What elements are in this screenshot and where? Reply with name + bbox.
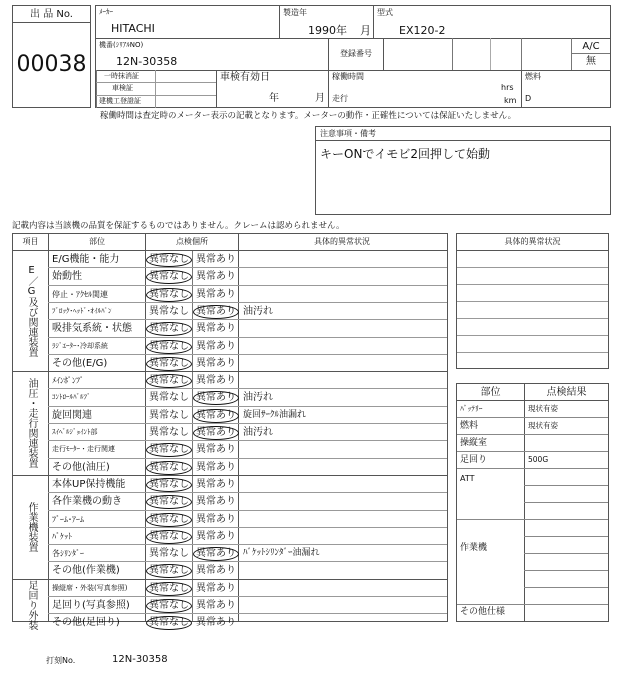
- table-row: [48, 544, 447, 561]
- option-abnormality-label: 異常あり: [196, 565, 236, 577]
- option-abnormality-label: 異常あり: [196, 600, 236, 611]
- option-abnormality[interactable]: [193, 459, 239, 476]
- result-row-divider: [524, 570, 608, 571]
- option-abnormality[interactable]: [193, 389, 239, 406]
- maker-value: HITACHI: [111, 22, 155, 35]
- category-text: 油圧・走行関連装置: [26, 378, 37, 469]
- option-abnormality-label: 異常あり: [196, 375, 236, 387]
- option-abnormality[interactable]: [193, 424, 239, 441]
- abnormality-detail: [239, 372, 445, 389]
- abnormality-detail: [239, 320, 445, 337]
- fuel-value: D: [525, 94, 532, 103]
- result-row-divider: [524, 485, 608, 486]
- option-abnormality-label: 異常あり: [196, 444, 236, 456]
- part-name: その他(油圧): [52, 461, 110, 473]
- part-name: E/G機能・能力: [52, 254, 120, 265]
- option-abnormality-label: 異常あり: [196, 496, 236, 508]
- year-label: 製造年: [283, 8, 307, 17]
- work-label: 作業機: [460, 543, 488, 553]
- option-no-abnormality[interactable]: [146, 355, 192, 372]
- table-row: [48, 371, 447, 388]
- result-row-divider: [524, 502, 608, 503]
- option-abnormality[interactable]: [193, 493, 239, 510]
- inspection-label: 車検有効日: [220, 72, 270, 83]
- abnormality-detail: [239, 562, 445, 579]
- abnormality-detail: [239, 614, 445, 631]
- detail-notes-row: [457, 284, 608, 285]
- result-row-divider: [457, 468, 608, 469]
- part-name: 足回り(写真参照): [52, 600, 130, 611]
- table-row: [48, 561, 447, 578]
- result-part: 足回り: [460, 455, 488, 465]
- part-name: 吸排気系統・状態: [52, 323, 132, 335]
- year-value: 1990: [308, 24, 336, 37]
- option-abnormality[interactable]: [193, 580, 239, 597]
- category-label: [13, 579, 49, 631]
- option-abnormality[interactable]: [193, 597, 239, 614]
- option-abnormality-label: 異常あり: [196, 461, 236, 473]
- cert-row-3: 建機工登證証: [99, 97, 141, 105]
- option-no-abnormality-label: 異常なし: [146, 582, 192, 596]
- option-abnormality-label: 異常あり: [196, 478, 236, 490]
- abnormality-detail: [239, 528, 445, 545]
- result-part: 操縦室: [460, 438, 488, 448]
- option-abnormality-label: 異常あり: [196, 357, 236, 369]
- serial-label: 機番(ｼﾘｱﾙNO): [99, 41, 144, 49]
- header-part: 部位: [89, 237, 105, 246]
- inspection-result-table: [456, 383, 609, 622]
- detail-notes-row: [457, 318, 608, 319]
- detail-notes-row: [457, 335, 608, 336]
- option-no-abnormality[interactable]: [146, 389, 192, 406]
- table-row: [48, 510, 447, 527]
- option-no-abnormality-label: 異常なし: [146, 288, 192, 302]
- option-no-abnormality-label: 異常なし: [146, 374, 192, 388]
- disclaimer: 記載内容は当該機の品質を保証するものではありません。クレームは認められません。: [12, 221, 345, 231]
- part-name: その他(作業機): [52, 565, 120, 577]
- option-no-abnormality[interactable]: [146, 441, 192, 458]
- option-abnormality-label: 異常あり: [196, 617, 236, 629]
- option-no-abnormality[interactable]: [146, 562, 192, 579]
- header-detail: 具体的異常状況: [314, 237, 370, 246]
- option-no-abnormality[interactable]: [146, 424, 192, 441]
- abnormality-detail: 旋回ｻｰｸﾙ油漏れ: [243, 409, 307, 420]
- abnormality-detail: [239, 597, 445, 614]
- option-abnormality[interactable]: [193, 562, 239, 579]
- inspection-year-unit: 年: [269, 93, 279, 104]
- result-header-part: 部位: [480, 387, 501, 398]
- cert-row-2: 車検証: [112, 84, 133, 92]
- option-abnormality[interactable]: [193, 476, 239, 493]
- abnormality-detail: 油汚れ: [243, 392, 273, 404]
- option-no-abnormality-label: 異常なし: [149, 427, 189, 438]
- option-no-abnormality[interactable]: [146, 493, 192, 510]
- part-name: ﾌﾞﾛｯｸ･ﾍｯﾄﾞ･ｵｲﾙﾊﾟﾝ: [52, 306, 112, 315]
- model-label: 型式: [377, 8, 393, 17]
- option-abnormality-label: 異常あり: [193, 391, 239, 405]
- mileage-unit: km: [504, 96, 517, 105]
- part-name: 操縦席・外装(写真参照): [52, 583, 128, 592]
- abnormality-detail: [239, 493, 445, 510]
- abnormality-detail: [239, 580, 445, 597]
- category-label: [13, 371, 49, 475]
- ac-label: A/C: [582, 41, 600, 52]
- table-row: [48, 579, 447, 596]
- option-abnormality-label: 異常あり: [196, 271, 236, 283]
- part-name: 各ｼﾘﾝﾀﾞｰ: [52, 549, 84, 559]
- year-unit: 年: [336, 24, 347, 37]
- option-abnormality-label: 異常あり: [196, 513, 236, 525]
- option-no-abnormality-label: 異常なし: [146, 564, 192, 578]
- option-abnormality[interactable]: [193, 407, 239, 424]
- result-row-divider: [457, 451, 608, 452]
- abnormality-detail: [239, 355, 445, 372]
- option-no-abnormality[interactable]: [146, 338, 192, 355]
- other-spec-label: その他仕様: [460, 607, 506, 617]
- abnormality-detail: [239, 338, 445, 355]
- abnormality-detail: [239, 476, 445, 493]
- table-row: [48, 475, 447, 492]
- option-abnormality[interactable]: [193, 545, 239, 562]
- registration-label: 登録番号: [340, 49, 372, 58]
- option-no-abnormality[interactable]: [146, 303, 192, 320]
- abnormality-detail: [239, 511, 445, 528]
- category-text: 作業機装置: [26, 502, 37, 553]
- inspection-table: [12, 233, 448, 631]
- option-abnormality-label: 異常あり: [196, 340, 236, 352]
- category-text: 足回り外装: [26, 580, 37, 631]
- lot-label: 出 品 No.: [30, 9, 73, 20]
- detail-notes-header: 具体的異常状況: [504, 237, 561, 246]
- option-abnormality[interactable]: [193, 441, 239, 458]
- table-row: [48, 613, 447, 630]
- option-abnormality-label: 異常あり: [196, 530, 236, 542]
- option-no-abnormality[interactable]: [146, 528, 192, 545]
- maker-label: ﾒｰｶｰ: [99, 8, 113, 16]
- ac-value: 無: [586, 56, 596, 67]
- option-abnormality[interactable]: [193, 303, 239, 320]
- table-row: [48, 596, 447, 613]
- abnormality-detail: [239, 251, 445, 268]
- part-name: その他(足回り): [52, 617, 120, 629]
- att-label: ATT: [460, 474, 475, 483]
- table-row: [48, 406, 447, 423]
- option-no-abnormality[interactable]: [146, 268, 192, 285]
- option-no-abnormality-label: 異常なし: [146, 357, 192, 371]
- option-abnormality-label: 異常あり: [193, 547, 239, 561]
- option-no-abnormality[interactable]: [146, 372, 192, 389]
- result-value: 現状有姿: [528, 421, 558, 430]
- option-no-abnormality-label: 異常なし: [146, 461, 192, 475]
- option-abnormality[interactable]: [193, 528, 239, 545]
- header-check: 点検個所: [176, 237, 208, 246]
- header-category: 項目: [22, 237, 39, 246]
- option-abnormality[interactable]: [193, 286, 239, 303]
- option-no-abnormality-label: 異常なし: [146, 322, 192, 336]
- category-label: [13, 250, 49, 371]
- table-row: [48, 285, 447, 302]
- option-abnormality-label: 異常あり: [196, 582, 236, 594]
- result-row-divider: [457, 604, 608, 605]
- category-text: E／G及び関連装置: [26, 265, 37, 358]
- option-no-abnormality-label: 異常なし: [146, 530, 192, 544]
- mileage-label: 走行: [332, 94, 348, 103]
- remarks-box: [315, 126, 611, 215]
- lot-number: 00038: [16, 52, 87, 77]
- result-part: 燃料: [460, 421, 479, 431]
- result-value: 現状有姿: [528, 404, 558, 413]
- inspection-month-unit: 月: [315, 93, 325, 104]
- hours-label: 稼働時間: [332, 72, 364, 81]
- option-no-abnormality[interactable]: [146, 511, 192, 528]
- option-no-abnormality[interactable]: [146, 407, 192, 424]
- option-abnormality-label: 異常あり: [193, 305, 239, 319]
- abnormality-detail: 油汚れ: [243, 305, 273, 317]
- table-row: [48, 302, 447, 319]
- option-abnormality-label: 異常あり: [196, 323, 236, 335]
- hours-unit: hrs: [501, 83, 514, 92]
- option-no-abnormality[interactable]: [146, 320, 192, 337]
- option-no-abnormality-label: 異常なし: [149, 392, 189, 404]
- lot-number-box: [12, 5, 91, 108]
- serial-value: 12N-30358: [116, 55, 178, 68]
- part-name: 各作業機の動き: [52, 496, 122, 508]
- option-abnormality[interactable]: [193, 320, 239, 337]
- option-no-abnormality-label: 異常なし: [146, 253, 192, 267]
- hours-notice: 稼働時間は査定時のメーター表示の記載となります。メーターの動作・正確性については保証いたしません。: [100, 111, 517, 121]
- option-no-abnormality-label: 異常なし: [149, 409, 189, 421]
- result-value: 500G: [528, 455, 549, 464]
- result-row-divider: [457, 417, 608, 418]
- part-name: 走行ﾓｰﾀｰ・走行関連: [52, 445, 115, 454]
- table-row: [48, 458, 447, 475]
- option-abnormality[interactable]: [193, 372, 239, 389]
- result-header-result: 点検結果: [546, 387, 587, 398]
- part-name: ｽｲﾍﾞﾙｼﾞｮｲﾝﾄ部: [52, 428, 98, 436]
- table-row: [48, 440, 447, 457]
- option-no-abnormality-label: 異常なし: [146, 270, 192, 284]
- abnormality-detail: [239, 268, 445, 285]
- option-abnormality-label: 異常あり: [196, 254, 236, 265]
- abnormality-detail: ﾊﾞｹｯﾄｼﾘﾝﾀﾞｰ油漏れ: [243, 548, 320, 559]
- option-no-abnormality-label: 異常なし: [146, 340, 192, 354]
- option-no-abnormality[interactable]: [146, 597, 192, 614]
- result-row-divider: [524, 536, 608, 537]
- stamp-value: 12N-30358: [112, 654, 168, 665]
- remarks-label: 注意事項・備考: [320, 129, 376, 138]
- option-no-abnormality-label: 異常なし: [146, 513, 192, 527]
- part-name: ﾊﾞｹｯﾄ: [52, 531, 72, 541]
- detail-notes-row: [457, 301, 608, 302]
- table-row: [48, 423, 447, 440]
- table-row: [48, 337, 447, 354]
- option-no-abnormality[interactable]: [146, 614, 192, 631]
- option-no-abnormality[interactable]: [146, 459, 192, 476]
- table-row: [48, 250, 447, 267]
- abnormality-detail: [239, 286, 445, 303]
- table-row: [48, 527, 447, 544]
- option-no-abnormality-label: 異常なし: [149, 548, 189, 560]
- option-abnormality[interactable]: [193, 251, 239, 268]
- table-row: [48, 354, 447, 371]
- result-row-divider: [457, 400, 608, 401]
- option-no-abnormality[interactable]: [146, 545, 192, 562]
- part-name: 本体UP保持機能: [52, 478, 126, 490]
- part-name: ﾗｼﾞｴｰﾀｰ･冷却系統: [52, 341, 108, 350]
- option-no-abnormality-label: 異常なし: [146, 616, 192, 630]
- option-no-abnormality[interactable]: [146, 580, 192, 597]
- result-row-divider: [457, 434, 608, 435]
- machine-info-grid: [95, 5, 611, 108]
- abnormality-detail: [239, 459, 445, 476]
- table-row: [48, 267, 447, 284]
- result-row-divider: [524, 553, 608, 554]
- option-no-abnormality-label: 異常なし: [146, 495, 192, 509]
- month-unit: 月: [360, 24, 371, 37]
- option-no-abnormality-label: 異常なし: [146, 478, 192, 492]
- abnormality-detail: 油汚れ: [243, 427, 273, 438]
- option-abnormality[interactable]: [193, 511, 239, 528]
- stamp-label: 打刻No.: [46, 656, 76, 665]
- part-name: 停止・ｱｸｾﾙ関連: [52, 289, 108, 299]
- option-abnormality[interactable]: [193, 268, 239, 285]
- option-no-abnormality-label: 異常なし: [146, 599, 192, 613]
- option-abnormality-label: 異常あり: [196, 288, 236, 300]
- option-abnormality-label: 異常あり: [193, 409, 239, 423]
- option-no-abnormality-label: 異常なし: [146, 443, 192, 457]
- part-name: ﾌﾞｰﾑ･ｱｰﾑ: [52, 514, 84, 524]
- cert-row-1: 一時抹消証: [104, 72, 139, 80]
- result-row-divider: [457, 519, 608, 520]
- part-name: ﾒｲﾝﾎﾟﾝﾌﾟ: [52, 376, 84, 386]
- part-name: その他(E/G): [52, 357, 108, 369]
- part-name: 始動性: [52, 271, 82, 283]
- model-value: EX120-2: [399, 24, 446, 37]
- fuel-label: 燃料: [525, 72, 541, 81]
- part-name: ｺﾝﾄﾛｰﾙﾊﾞﾙﾌﾞ: [52, 393, 91, 402]
- option-abnormality[interactable]: [193, 355, 239, 372]
- detail-notes-table: [456, 233, 609, 369]
- detail-notes-row: [457, 352, 608, 353]
- option-no-abnormality[interactable]: [146, 286, 192, 303]
- option-no-abnormality[interactable]: [146, 476, 192, 493]
- remarks-text: キーONでイモビ2回押して始動: [320, 147, 491, 161]
- detail-notes-row: [457, 250, 608, 251]
- option-abnormality[interactable]: [193, 614, 239, 631]
- table-row: [48, 388, 447, 405]
- table-row: [48, 492, 447, 509]
- table-row: [48, 319, 447, 336]
- part-name: 旋回関連: [52, 409, 92, 421]
- option-no-abnormality-label: 異常なし: [149, 305, 189, 317]
- option-abnormality-label: 異常あり: [193, 426, 239, 440]
- abnormality-detail: [239, 441, 445, 458]
- result-part: ﾊﾞｯﾃﾘｰ: [460, 404, 483, 413]
- option-no-abnormality[interactable]: [146, 251, 192, 268]
- option-abnormality[interactable]: [193, 338, 239, 355]
- category-label: [13, 475, 49, 579]
- result-row-divider: [524, 587, 608, 588]
- detail-notes-row: [457, 267, 608, 268]
